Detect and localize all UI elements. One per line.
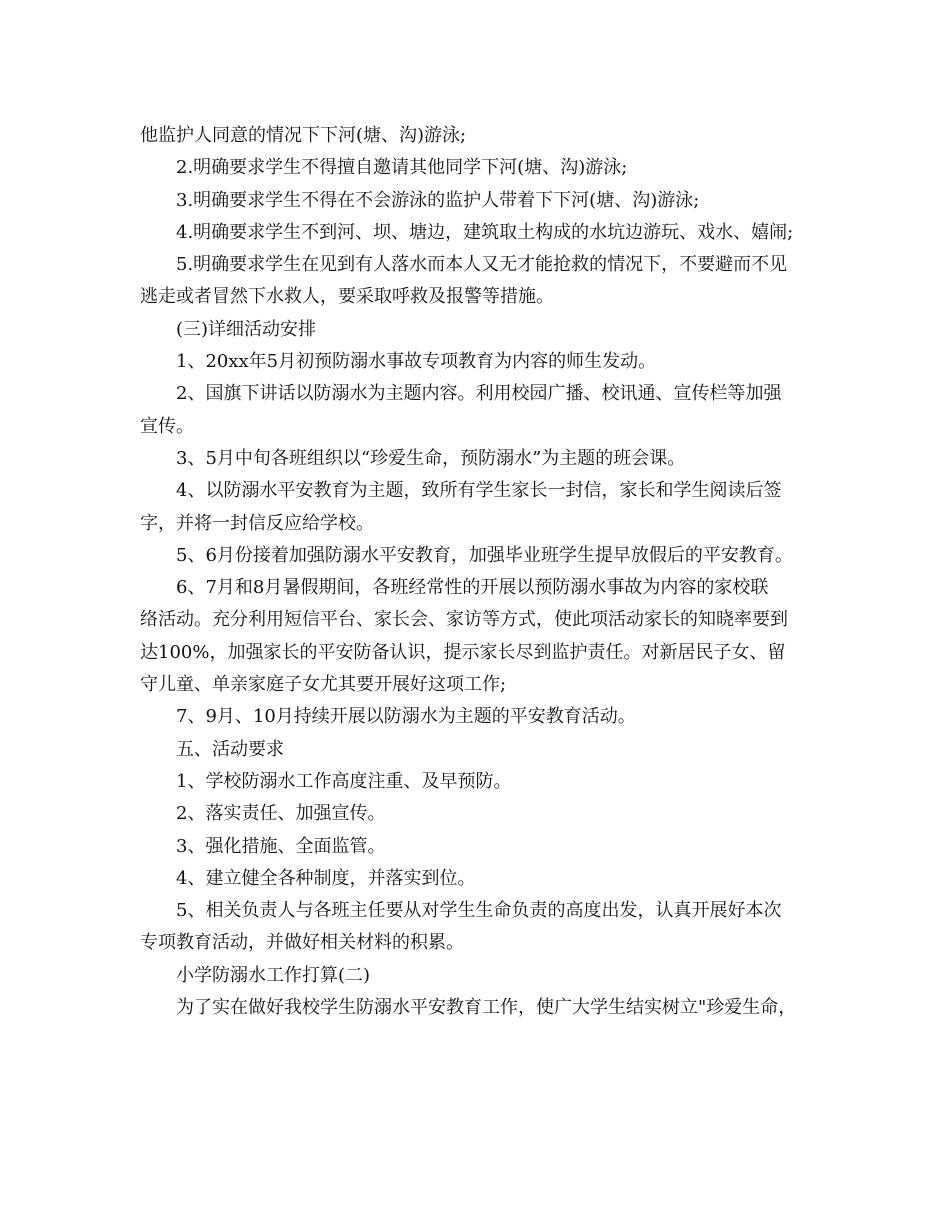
text-line: 5、6月份接着加强防溺水平安教育，加强毕业班学生提早放假后的平安教育。	[176, 544, 793, 566]
text-line: (三)详细活动安排	[176, 318, 317, 340]
text-line: 宣传。	[140, 415, 194, 437]
text-line: 3.明确要求学生不得在不会游泳的监护人带着下下河(塘、沟)游泳;	[176, 189, 700, 211]
text-line: 3、5月中旬各班组织以“珍爱生命，预防溺水”为主题的班会课。	[176, 447, 686, 469]
text-line: 1、学校防溺水工作高度注重、及早预防。	[176, 770, 512, 792]
text-line: 为了实在做好我校学生防溺水平安教育工作，使广大学生结实树立"珍爱生命，	[176, 997, 797, 1019]
text-line: 6、7月和8月暑假期间，各班经常性的开展以预防溺水事故为内容的家校联	[176, 577, 769, 599]
text-line: 达100%，加强家长的平安防备认识，提示家长尽到监护责任。对新居民子女、留	[140, 641, 786, 663]
text-line: 4、建立健全各种制度，并落实到位。	[176, 867, 476, 889]
text-line: 逃走或者冒然下水救人，要采取呼救及报警等措施。	[140, 286, 554, 308]
text-line: 络活动。充分利用短信平台、家长会、家访等方式，使此项活动家长的知晓率要到	[140, 609, 788, 631]
text-line: 2.明确要求学生不得擅自邀请其他同学下河(塘、沟)游泳;	[176, 157, 628, 179]
text-line: 专项教育活动，并做好相关材料的积累。	[140, 932, 464, 954]
text-line: 7、9月、10月持续开展以防溺水为主题的平安教育活动。	[176, 706, 636, 728]
text-line: 5.明确要求学生在见到有人落水而本人又无才能抢救的情况下，不要避而不见	[176, 254, 788, 276]
text-line: 五、活动要求	[176, 738, 284, 760]
text-line: 1、20xx年5月初预防溺水事故专项教育为内容的师生发动。	[176, 351, 657, 373]
text-line: 小学防溺水工作打算(二)	[176, 964, 371, 986]
text-line: 3、强化措施、全面监管。	[176, 835, 386, 857]
text-line: 4.明确要求学生不到河、坝、塘边，建筑取土构成的水坑边游玩、戏水、嬉闹;	[176, 221, 794, 243]
text-line: 5、相关负责人与各班主任要从对学生生命负责的高度出发，认真开展好本次	[176, 900, 782, 922]
text-line: 守儿童、单亲家庭子女尤其要开展好这项工作;	[140, 674, 507, 696]
text-line: 他监护人同意的情况下下河(塘、沟)游泳;	[140, 125, 467, 146]
text-line: 2、国旗下讲话以防溺水为主题内容。利用校园广播、校讯通、宣传栏等加强	[176, 383, 782, 405]
text-line: 4、以防溺水平安教育为主题，致所有学生家长一封信，家长和学生阅读后签	[176, 480, 782, 502]
text-line: 字，并将一封信反应给学校。	[140, 512, 374, 534]
text-line: 2、落实责任、加强宣传。	[176, 803, 386, 825]
document-body	[140, 120, 820, 1024]
